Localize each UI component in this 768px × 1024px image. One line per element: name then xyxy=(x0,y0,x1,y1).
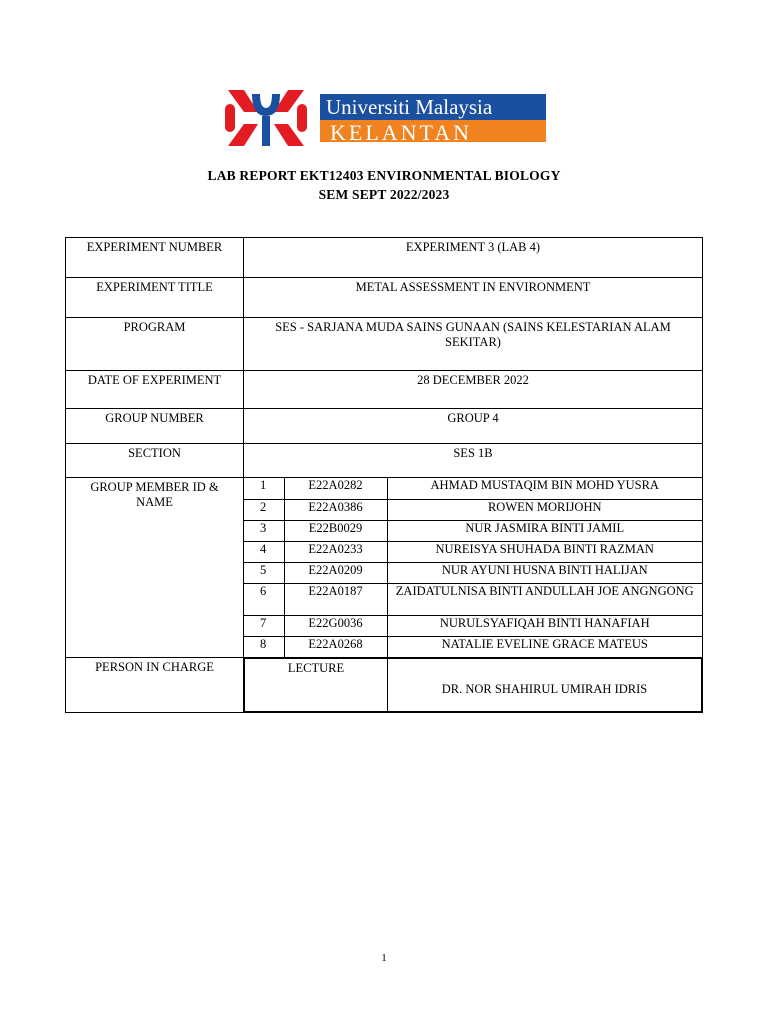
member-id: E22A0187 xyxy=(284,583,387,615)
university-logo xyxy=(222,86,546,150)
pic-name: DR. NOR SHAHIRUL UMIRAH IDRIS xyxy=(388,659,702,712)
pic-role: LECTURE xyxy=(245,659,388,712)
member-name: ZAIDATULNISA BINTI ANDULLAH JOE ANGNGONG xyxy=(387,583,702,615)
member-id: E22A0282 xyxy=(284,478,387,499)
report-title: LAB REPORT EKT12403 ENVIRONMENTAL BIOLOGY xyxy=(207,168,561,183)
member-row xyxy=(244,478,702,499)
member-row xyxy=(244,615,702,636)
report-semester: SEM SEPT 2022/2023 xyxy=(318,187,450,202)
member-name: NUR AYUNI HUSNA BINTI HALIJAN xyxy=(387,562,702,583)
label-person-in-charge: PERSON IN CHARGE xyxy=(66,658,244,713)
row-program xyxy=(66,318,703,371)
member-number: 4 xyxy=(244,541,284,562)
members-table xyxy=(244,478,702,657)
row-experiment-title xyxy=(66,278,703,318)
member-number: 6 xyxy=(244,583,284,615)
member-id: E22A0209 xyxy=(284,562,387,583)
logo-line2: KELANTAN xyxy=(330,120,472,145)
label-experiment-number: EXPERIMENT NUMBER xyxy=(66,238,244,278)
member-row xyxy=(244,520,702,541)
member-number: 1 xyxy=(244,478,284,499)
member-row xyxy=(244,636,702,657)
member-row xyxy=(244,562,702,583)
row-date xyxy=(66,371,703,409)
label-program: PROGRAM xyxy=(66,318,244,371)
label-group-members: GROUP MEMBER ID & NAME xyxy=(66,478,244,658)
pic-table xyxy=(244,658,702,712)
member-name: AHMAD MUSTAQIM BIN MOHD YUSRA xyxy=(387,478,702,499)
row-section xyxy=(66,444,703,478)
value-date: 28 DECEMBER 2022 xyxy=(244,371,703,409)
value-experiment-title: METAL ASSESSMENT IN ENVIRONMENT xyxy=(244,278,703,318)
member-number: 8 xyxy=(244,636,284,657)
page-number: 1 xyxy=(381,952,387,964)
member-row xyxy=(244,583,702,615)
member-name: NUR JASMIRA BINTI JAMIL xyxy=(387,520,702,541)
member-number: 5 xyxy=(244,562,284,583)
member-number: 3 xyxy=(244,520,284,541)
value-section: SES 1B xyxy=(244,444,703,478)
label-group-number: GROUP NUMBER xyxy=(66,409,244,444)
member-row xyxy=(244,541,702,562)
member-id: E22B0029 xyxy=(284,520,387,541)
member-name: ROWEN MORIJOHN xyxy=(387,499,702,520)
row-person-in-charge xyxy=(66,658,703,713)
member-name: NURULSYAFIQAH BINTI HANAFIAH xyxy=(387,615,702,636)
logo-line1: Universiti Malaysia xyxy=(326,95,493,119)
member-id: E22A0268 xyxy=(284,636,387,657)
label-section: SECTION xyxy=(66,444,244,478)
member-id: E22A0233 xyxy=(284,541,387,562)
value-program: SES - SARJANA MUDA SAINS GUNAAN (SAINS KELESTARIAN ALAM SEKITAR) xyxy=(244,318,703,371)
member-name: NUREISYA SHUHADA BINTI RAZMAN xyxy=(387,541,702,562)
label-date: DATE OF EXPERIMENT xyxy=(66,371,244,409)
report-info-table xyxy=(65,237,703,713)
member-name: NATALIE EVELINE GRACE MATEUS xyxy=(387,636,702,657)
member-number: 7 xyxy=(244,615,284,636)
row-group-members xyxy=(66,478,703,658)
logo-emblem-icon xyxy=(225,90,307,146)
member-id: E22G0036 xyxy=(284,615,387,636)
member-row xyxy=(244,499,702,520)
label-experiment-title: EXPERIMENT TITLE xyxy=(66,278,244,318)
member-number: 2 xyxy=(244,499,284,520)
value-group-number: GROUP 4 xyxy=(244,409,703,444)
row-group-number xyxy=(66,409,703,444)
member-id: E22A0386 xyxy=(284,499,387,520)
row-experiment-number xyxy=(66,238,703,278)
value-experiment-number: EXPERIMENT 3 (LAB 4) xyxy=(244,238,703,278)
